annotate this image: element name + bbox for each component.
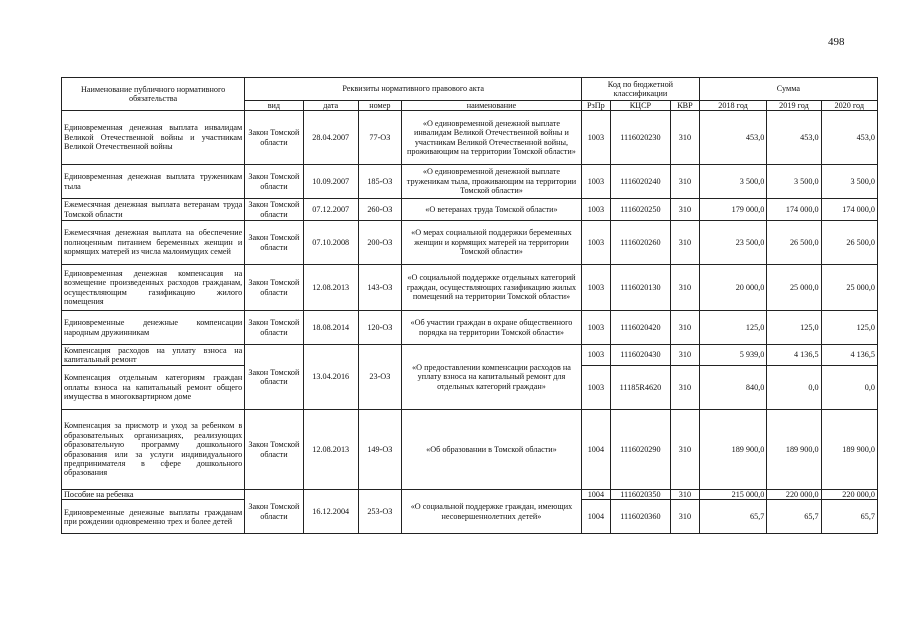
code-kcsr: 11185R4620 — [610, 366, 670, 410]
act-kind: Закон Томской области — [245, 165, 303, 199]
table-row — [62, 221, 878, 265]
act-title: «О социальной поддержке отдельных категорий граждан, осуществляющих газификацию жилых помещений на территории Томской области» — [401, 265, 581, 311]
obligation-name: Единовременная денежная компенсация на возмещение произведенных расходов гражданам, осуществляющим газификацию жилого помещения — [62, 265, 245, 311]
header-2018: 2018 год — [699, 101, 767, 111]
sum-2020: 174 000,0 — [821, 199, 877, 221]
sum-2019: 453,0 — [767, 111, 821, 165]
table-row — [62, 199, 878, 221]
header-2019: 2019 год — [767, 101, 821, 111]
act-date: 07.10.2008 — [303, 221, 358, 265]
sum-2020: 220 000,0 — [821, 490, 877, 500]
obligation-name: Единовременная денежная выплата труженикам тыла — [62, 165, 245, 199]
sum-2018: 453,0 — [699, 111, 767, 165]
sum-2019: 65,7 — [767, 500, 821, 534]
sum-2020: 25 000,0 — [821, 265, 877, 311]
sum-2019: 0,0 — [767, 366, 821, 410]
act-kind: Закон Томской области — [245, 345, 303, 410]
sum-2020: 189 900,0 — [821, 410, 877, 490]
code-kvr: 310 — [671, 345, 700, 366]
act-number: 120-ОЗ — [358, 311, 401, 345]
act-title: «О ветеранах труда Томской области» — [401, 199, 581, 221]
act-title: «Об участии граждан в охране общественного порядка на территории Томской области» — [401, 311, 581, 345]
code-kcsr: 1116020290 — [610, 410, 670, 490]
act-number: 185-ОЗ — [358, 165, 401, 199]
sum-2019: 4 136,5 — [767, 345, 821, 366]
code-kvr: 310 — [671, 265, 700, 311]
sum-2020: 453,0 — [821, 111, 877, 165]
code-rzpr: 1003 — [582, 165, 611, 199]
act-title: «Об образовании в Томской области» — [401, 410, 581, 490]
sum-2020: 65,7 — [821, 500, 877, 534]
header-kcsr: КЦСР — [610, 101, 670, 111]
act-title: «О предоставлении компенсации расходов на уплату взноса на капитальный ремонт для отдельных категорий граждан» — [401, 345, 581, 410]
table-row — [62, 165, 878, 199]
header-title: наименование — [401, 101, 581, 111]
act-title: «О единовременной денежной выплате инвалидам Великой Отечественной войны и участникам Великой Отечественной войны, проживающим на территории Томской области» — [401, 111, 581, 165]
header-kvr: КВР — [671, 101, 700, 111]
sum-2018: 65,7 — [699, 500, 767, 534]
act-kind: Закон Томской области — [245, 311, 303, 345]
act-number: 143-ОЗ — [358, 265, 401, 311]
obligation-name: Компенсация отдельным категориям граждан оплаты взноса на капитальный ремонт общего имущества в многоквартирном доме — [62, 366, 245, 410]
header-kind: вид — [245, 101, 303, 111]
code-rzpr: 1003 — [582, 366, 611, 410]
sum-2018: 20 000,0 — [699, 265, 767, 311]
sum-2019: 125,0 — [767, 311, 821, 345]
act-number: 23-ОЗ — [358, 345, 401, 410]
sum-2020: 3 500,0 — [821, 165, 877, 199]
code-kvr: 310 — [671, 500, 700, 534]
code-rzpr: 1003 — [582, 221, 611, 265]
act-title: «О социальной поддержке граждан, имеющих несовершеннолетних детей» — [401, 490, 581, 534]
sum-2020: 125,0 — [821, 311, 877, 345]
sum-2018: 189 900,0 — [699, 410, 767, 490]
act-number: 253-ОЗ — [358, 490, 401, 534]
act-kind: Закон Томской области — [245, 410, 303, 490]
page-number: 498 — [828, 36, 845, 48]
table-row — [62, 265, 878, 311]
code-kcsr: 1116020130 — [610, 265, 670, 311]
code-kcsr: 1116020230 — [610, 111, 670, 165]
sum-2018: 179 000,0 — [699, 199, 767, 221]
sum-2020: 0,0 — [821, 366, 877, 410]
act-number: 200-ОЗ — [358, 221, 401, 265]
table-row — [62, 490, 878, 500]
act-date: 12.08.2013 — [303, 265, 358, 311]
header-row-top — [62, 78, 878, 101]
code-kcsr: 1116020240 — [610, 165, 670, 199]
code-rzpr: 1004 — [582, 490, 611, 500]
header-budget-code: Код по бюджетной классификации — [582, 78, 700, 101]
act-date: 12.08.2013 — [303, 410, 358, 490]
header-obligation: Наименование публичного нормативного обязательства — [62, 78, 245, 111]
obligation-name: Пособие на ребенка — [62, 490, 245, 500]
header-number: номер — [358, 101, 401, 111]
code-kvr: 310 — [671, 410, 700, 490]
sum-2019: 174 000,0 — [767, 199, 821, 221]
act-kind: Закон Томской области — [245, 111, 303, 165]
sum-2019: 26 500,0 — [767, 221, 821, 265]
code-kcsr: 1116020250 — [610, 199, 670, 221]
sum-2020: 26 500,0 — [821, 221, 877, 265]
sum-2019: 3 500,0 — [767, 165, 821, 199]
code-kcsr: 1116020420 — [610, 311, 670, 345]
code-rzpr: 1003 — [582, 311, 611, 345]
act-title: «О единовременной денежной выплате труженикам тыла, проживающим на территории Томской области» — [401, 165, 581, 199]
table-row — [62, 345, 878, 366]
sum-2018: 125,0 — [699, 311, 767, 345]
act-number: 77-ОЗ — [358, 111, 401, 165]
code-kcsr: 1116020350 — [610, 490, 670, 500]
obligation-name: Ежемесячная денежная выплата на обеспечение полноценным питанием беременных женщин и кормящих матерей из числа малоимущих семей — [62, 221, 245, 265]
code-kvr: 310 — [671, 311, 700, 345]
obligation-name: Компенсация расходов на уплату взноса на капитальный ремонт — [62, 345, 245, 366]
sum-2019: 25 000,0 — [767, 265, 821, 311]
obligation-name: Единовременные денежные компенсации народным дружинникам — [62, 311, 245, 345]
act-title: «О мерах социальной поддержки беременных женщин и кормящих матерей на территории Томской области» — [401, 221, 581, 265]
obligation-name: Компенсация за присмотр и уход за ребенком в образовательных организациях, реализующих образовательную программу дошкольного образования или за услуги индивидуального предпринимателя в сфере дошкольного образования — [62, 410, 245, 490]
code-rzpr: 1004 — [582, 500, 611, 534]
header-rzpr: РзПр — [582, 101, 611, 111]
code-kcsr: 1116020260 — [610, 221, 670, 265]
code-kvr: 310 — [671, 111, 700, 165]
act-date: 16.12.2004 — [303, 490, 358, 534]
code-kvr: 310 — [671, 221, 700, 265]
code-rzpr: 1003 — [582, 199, 611, 221]
act-date: 10.09.2007 — [303, 165, 358, 199]
sum-2018: 215 000,0 — [699, 490, 767, 500]
sum-2018: 3 500,0 — [699, 165, 767, 199]
obligation-name: Единовременная денежная выплата инвалидам Великой Отечественной войны и участникам Великой Отечественной войны — [62, 111, 245, 165]
code-kcsr: 1116020360 — [610, 500, 670, 534]
act-kind: Закон Томской области — [245, 199, 303, 221]
table-row — [62, 410, 878, 490]
code-kvr: 310 — [671, 366, 700, 410]
obligation-name: Ежемесячная денежная выплата ветеранам труда Томской области — [62, 199, 245, 221]
obligation-name: Единовременные денежные выплаты гражданам при рождении одновременно трех и более детей — [62, 500, 245, 534]
table-row — [62, 111, 878, 165]
code-rzpr: 1003 — [582, 111, 611, 165]
sum-2019: 220 000,0 — [767, 490, 821, 500]
act-date: 28.04.2007 — [303, 111, 358, 165]
header-date: дата — [303, 101, 358, 111]
obligations-table — [61, 77, 878, 534]
header-act-details: Реквизиты нормативного правового акта — [245, 78, 582, 101]
code-kvr: 310 — [671, 490, 700, 500]
act-date: 07.12.2007 — [303, 199, 358, 221]
act-kind: Закон Томской области — [245, 265, 303, 311]
code-kvr: 310 — [671, 165, 700, 199]
sum-2019: 189 900,0 — [767, 410, 821, 490]
act-number: 149-ОЗ — [358, 410, 401, 490]
act-kind: Закон Томской области — [245, 490, 303, 534]
code-rzpr: 1004 — [582, 410, 611, 490]
code-rzpr: 1003 — [582, 345, 611, 366]
sum-2018: 23 500,0 — [699, 221, 767, 265]
act-number: 260-ОЗ — [358, 199, 401, 221]
act-date: 18.08.2014 — [303, 311, 358, 345]
act-date: 13.04.2016 — [303, 345, 358, 410]
sum-2020: 4 136,5 — [821, 345, 877, 366]
code-kvr: 310 — [671, 199, 700, 221]
code-kcsr: 1116020430 — [610, 345, 670, 366]
sum-2018: 5 939,0 — [699, 345, 767, 366]
header-sum: Сумма — [699, 78, 877, 101]
code-rzpr: 1003 — [582, 265, 611, 311]
header-2020: 2020 год — [821, 101, 877, 111]
table-row — [62, 311, 878, 345]
act-kind: Закон Томской области — [245, 221, 303, 265]
sum-2018: 840,0 — [699, 366, 767, 410]
